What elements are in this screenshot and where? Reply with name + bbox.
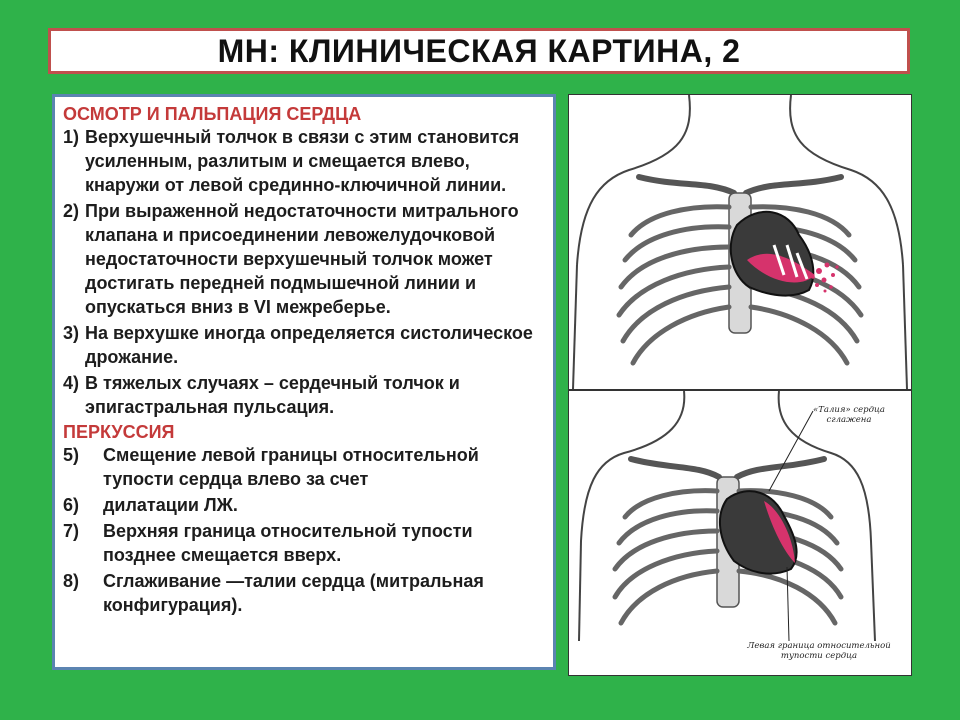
item-number: 7)	[63, 521, 80, 541]
page-title: МН: КЛИНИЧЕСКАЯ КАРТИНА, 2	[217, 32, 741, 69]
item-text: Верхняя граница относительной тупости позднее смещается вверх.	[103, 521, 473, 565]
caption-left-border: Левая граница относительной тупости сердца	[747, 641, 891, 661]
item-number: 6)	[63, 495, 80, 515]
list-item	[63, 569, 545, 617]
item-number: 2)	[63, 201, 80, 221]
list-item	[63, 519, 545, 567]
text-panel	[52, 94, 556, 670]
list-item	[63, 125, 545, 197]
item-number: 4)	[63, 373, 80, 393]
item-text: В тяжелых случаях – сердечный толчок и эпигастральная пульсация.	[85, 373, 460, 417]
chest-drawing-1	[569, 95, 911, 389]
section-heading-palpation: ОСМОТР И ПАЛЬПАЦИЯ СЕРДЦА	[63, 104, 362, 124]
item-text: При выраженной недостаточности митрального клапана и присоединении левожелудочковой недостаточности верхушечный толчок может достигать передней подмышечной линии и опускаться вниз в VI межреберье.	[85, 201, 519, 317]
chest-illustration-apex	[568, 94, 912, 390]
item-text: Сглаживание —талии сердца (митральная конфигурация).	[103, 571, 484, 615]
item-text: Смещение левой границы относительной тупости сердца влево за счет	[103, 445, 479, 489]
chest-illustration-mitral	[568, 390, 912, 676]
list-item	[63, 199, 545, 319]
list-item	[63, 443, 545, 491]
title-banner	[48, 28, 910, 74]
list-item	[63, 321, 545, 369]
item-number: 3)	[63, 323, 80, 343]
caption-heart-waist: «Талия» сердца сглажена	[813, 405, 885, 425]
item-number: 5)	[63, 445, 80, 465]
section-heading-percussion: ПЕРКУССИЯ	[63, 422, 175, 442]
chest-drawing-2	[569, 391, 911, 675]
item-text: дилатации ЛЖ.	[103, 495, 238, 515]
item-number: 1)	[63, 127, 80, 147]
list-item	[63, 493, 545, 517]
item-number: 8)	[63, 571, 80, 591]
item-text: На верхушке иногда определяется систолическое дрожание.	[85, 323, 533, 367]
list-item	[63, 371, 545, 419]
item-text: Верхушечный толчок в связи с этим становится усиленным, разлитым и смещается влево, кнаружи от левой срединно-ключичной линии.	[85, 127, 520, 195]
